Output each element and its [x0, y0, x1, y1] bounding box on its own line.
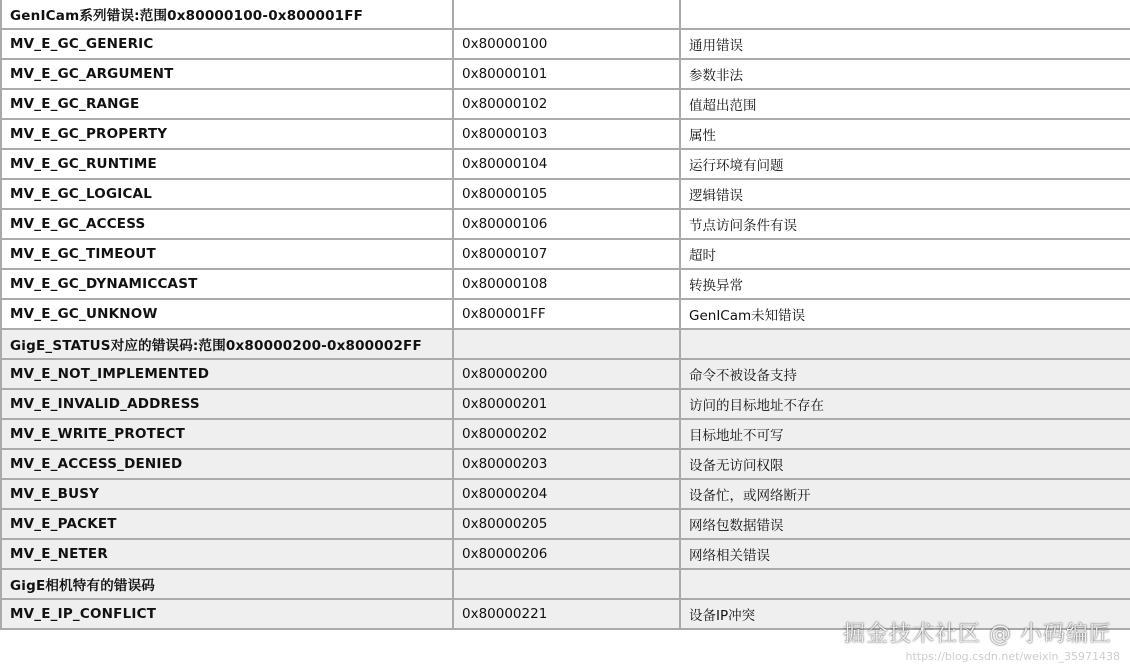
- error-code: 0x80000205: [453, 509, 680, 539]
- empty-cell: [453, 0, 680, 29]
- error-name: MV_E_GC_ARGUMENT: [1, 59, 453, 89]
- error-name: MV_E_BUSY: [1, 479, 453, 509]
- error-name: MV_E_GC_LOGICAL: [1, 179, 453, 209]
- table-row: [1, 119, 1130, 149]
- empty-cell: [680, 569, 1130, 599]
- error-code: 0x80000202: [453, 419, 680, 449]
- group-header: GigE相机特有的错误码: [1, 569, 453, 599]
- table-row: [1, 89, 1130, 119]
- error-desc: 网络包数据错误: [680, 509, 1130, 539]
- error-code: 0x80000105: [453, 179, 680, 209]
- group-header-row: [1, 569, 1130, 599]
- error-name: MV_E_GC_GENERIC: [1, 29, 453, 59]
- error-name: MV_E_GC_DYNAMICCAST: [1, 269, 453, 299]
- error-desc: 值超出范围: [680, 89, 1130, 119]
- table-row: [1, 209, 1130, 239]
- error-name: MV_E_NETER: [1, 539, 453, 569]
- error-code: 0x80000204: [453, 479, 680, 509]
- group-header: GenICam系列错误:范围0x80000100-0x800001FF: [1, 0, 453, 29]
- error-name: MV_E_WRITE_PROTECT: [1, 419, 453, 449]
- empty-cell: [680, 329, 1130, 359]
- table-row: [1, 269, 1130, 299]
- error-code: 0x80000101: [453, 59, 680, 89]
- table-row: [1, 419, 1130, 449]
- error-name: MV_E_ACCESS_DENIED: [1, 449, 453, 479]
- table-row: [1, 59, 1130, 89]
- error-code: 0x80000100: [453, 29, 680, 59]
- error-name: MV_E_PACKET: [1, 509, 453, 539]
- table-row: [1, 149, 1130, 179]
- watermark: 掘金技术社区 @ 小码编匠: [843, 622, 1112, 647]
- error-desc: 参数非法: [680, 59, 1130, 89]
- error-desc: 转换异常: [680, 269, 1130, 299]
- group-header-row: [1, 0, 1130, 29]
- error-name: MV_E_INVALID_ADDRESS: [1, 389, 453, 419]
- error-name: MV_E_GC_ACCESS: [1, 209, 453, 239]
- group-header-row: [1, 329, 1130, 359]
- error-code: 0x80000106: [453, 209, 680, 239]
- error-name: MV_E_GC_UNKNOW: [1, 299, 453, 329]
- table-row: [1, 449, 1130, 479]
- table-row: [1, 239, 1130, 269]
- error-name: MV_E_GC_RANGE: [1, 89, 453, 119]
- table-row: [1, 389, 1130, 419]
- error-desc: 命令不被设备支持: [680, 359, 1130, 389]
- error-code: 0x80000108: [453, 269, 680, 299]
- error-desc: 逻辑错误: [680, 179, 1130, 209]
- error-desc: 超时: [680, 239, 1130, 269]
- error-code: 0x80000107: [453, 239, 680, 269]
- empty-cell: [453, 329, 680, 359]
- error-code: 0x80000200: [453, 359, 680, 389]
- error-desc: 属性: [680, 119, 1130, 149]
- error-code: 0x80000206: [453, 539, 680, 569]
- error-name: MV_E_GC_PROPERTY: [1, 119, 453, 149]
- empty-cell: [680, 0, 1130, 29]
- error-desc: 运行环境有问题: [680, 149, 1130, 179]
- error-name: MV_E_GC_RUNTIME: [1, 149, 453, 179]
- error-code: 0x80000201: [453, 389, 680, 419]
- error-code: 0x80000102: [453, 89, 680, 119]
- empty-cell: [453, 569, 680, 599]
- table-row: [1, 29, 1130, 59]
- error-code: 0x800001FF: [453, 299, 680, 329]
- error-code: 0x80000103: [453, 119, 680, 149]
- watermark-url: https://blog.csdn.net/weixin_35971438: [905, 650, 1120, 663]
- error-desc: 网络相关错误: [680, 539, 1130, 569]
- group-header: GigE_STATUS对应的错误码:范围0x80000200-0x800002FF: [1, 329, 453, 359]
- error-name: MV_E_GC_TIMEOUT: [1, 239, 453, 269]
- table-row: [1, 479, 1130, 509]
- table-row: [1, 179, 1130, 209]
- table-row: [1, 509, 1130, 539]
- error-desc: 设备忙，或网络断开: [680, 479, 1130, 509]
- error-desc: 通用错误: [680, 29, 1130, 59]
- group-genicam: [1, 0, 1130, 329]
- error-desc: 节点访问条件有误: [680, 209, 1130, 239]
- error-code: 0x80000203: [453, 449, 680, 479]
- error-name: MV_E_IP_CONFLICT: [1, 599, 453, 629]
- table-row: [1, 359, 1130, 389]
- error-desc: 目标地址不可写: [680, 419, 1130, 449]
- error-code: 0x80000221: [453, 599, 680, 629]
- error-desc: 设备IP冲突: [680, 599, 1130, 629]
- error-desc: 设备无访问权限: [680, 449, 1130, 479]
- error-desc: GenICam未知错误: [680, 299, 1130, 329]
- table-row: [1, 539, 1130, 569]
- group-gige-status: [1, 329, 1130, 569]
- error-code: 0x80000104: [453, 149, 680, 179]
- table-row: [1, 299, 1130, 329]
- error-desc: 访问的目标地址不存在: [680, 389, 1130, 419]
- error-name: MV_E_NOT_IMPLEMENTED: [1, 359, 453, 389]
